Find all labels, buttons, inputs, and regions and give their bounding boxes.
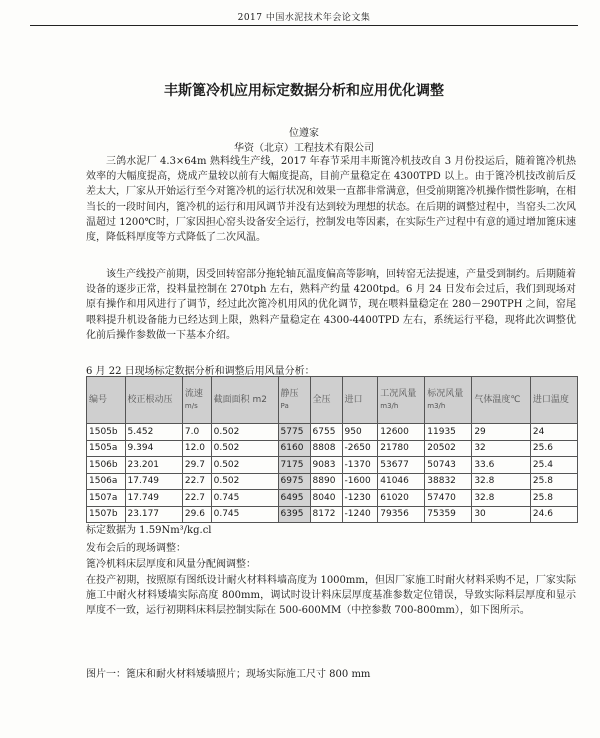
table-cell: 25.8: [530, 490, 577, 507]
table-cell: 29: [472, 424, 531, 441]
table-cell: 0.745: [211, 506, 278, 523]
table-cell: 79356: [378, 506, 425, 523]
table-cell: 6495: [278, 490, 310, 507]
header-cell: 气体温度℃: [472, 377, 531, 424]
author-name: 位遵家: [289, 128, 319, 139]
header-cell: 进口温度: [530, 377, 577, 424]
table-cell: 1506a: [87, 473, 126, 490]
calibration-table: [86, 376, 578, 523]
table-cell: 8808: [310, 440, 342, 457]
header-cell: 校正根动压: [125, 377, 182, 424]
table-cell: 5775: [278, 424, 310, 441]
header-cell: 进口: [342, 377, 378, 424]
table-cell: 29.6: [182, 506, 211, 523]
table-cell: 22.7: [182, 473, 211, 490]
table-cell: 21780: [378, 440, 425, 457]
header-cell: 静压 Pa: [278, 377, 310, 424]
table-cell: -1240: [342, 506, 378, 523]
calibration-result: 标定数据为 1.59Nm³/kg.cl: [86, 525, 212, 536]
table-cell: 0.502: [211, 440, 278, 457]
table-cell: -1230: [342, 490, 378, 507]
table-cell: 20502: [425, 440, 472, 457]
table-cell: 12600: [378, 424, 425, 441]
table-cell: -2650: [342, 440, 378, 457]
header-cell: 流速 m/s: [182, 377, 211, 424]
table-cell: 6160: [278, 440, 310, 457]
table-cell: 9.394: [125, 440, 182, 457]
table-cell: 24: [530, 424, 577, 441]
header-cell: 截面面积 m2: [211, 377, 278, 424]
table-row: [87, 490, 578, 507]
table-cell: 17.749: [125, 473, 182, 490]
table-cell: 32.8: [472, 490, 531, 507]
table-cell: 6975: [278, 473, 310, 490]
table-cell: 1507a: [87, 490, 126, 507]
table-cell: -1600: [342, 473, 378, 490]
paragraph-intro: 三鸽水泥厂 4.3×64m 熟料线生产线，2017 年春节采用丰斯篦冷机技改自 3 月份投运后，随着篦冷机热效率的大幅度提高，烧成产量较以前有大幅度提高，目前产量稳定在 4300TPD 以上。由于篦冷机技改前后反差太大，厂家从开始运行至今对篦冷机的运行状况和效果一直都非常满意，但受前期篦冷机操作惯性影响，在相当长的一段时间内，篦冷机的运行和用风调节并没有达到较为理想的状态。在后期的调整过程中，当窑头二次风温超过 1200℃时，厂家因担心窑头设备安全运行，控制发电等因素，在实际生产过程中有意的通过增加篦床速度，降低料厚度等方式降低了二次风温。: [86, 156, 576, 244]
table-cell: 1507b: [87, 506, 126, 523]
table-cell: 1506b: [87, 457, 126, 474]
table-cell: 33.6: [472, 457, 531, 474]
table-row: [87, 473, 578, 490]
table-cell: 1505a: [87, 440, 126, 457]
table-cell: 53677: [378, 457, 425, 474]
table-cell: 8172: [310, 506, 342, 523]
table-cell: 8890: [310, 473, 342, 490]
table-row: [87, 457, 578, 474]
table-cell: 25.4: [530, 457, 577, 474]
table-row: [87, 506, 578, 523]
header-cell: 标况风量 m3/h: [425, 377, 472, 424]
table-cell: 0.502: [211, 473, 278, 490]
table-cell: 23.177: [125, 506, 182, 523]
section-heading-adjustment: 发布会后的现场调整：: [86, 543, 186, 554]
table-cell: 23.201: [125, 457, 182, 474]
table-cell: 25.8: [530, 473, 577, 490]
paragraph-bed-depth: 在投产初期，按照原有图纸设计耐火材料料墙高度为 1000mm，但因厂家施工时耐火材料采购不足，厂家实际施工中耐火材料矮墙实际高度 800mm，调试时设计料床层厚度基准参数定位错误，导致实际料层厚度和显示厚度不一致，运行初期料床料层控制实际在 500-600MM（中控参数 700-800mm），如下图所示。: [86, 575, 576, 617]
table-cell: 75359: [425, 506, 472, 523]
table-cell: 7.0: [182, 424, 211, 441]
table-cell: 17.749: [125, 490, 182, 507]
table-header-row: [87, 377, 578, 424]
table-cell: 1505b: [87, 424, 126, 441]
table-cell: -1370: [342, 457, 378, 474]
author-affiliation: 华资（北京）工程技术有限公司: [234, 143, 374, 154]
table-cell: 12.0: [182, 440, 211, 457]
section-heading-bed-depth: 篦冷机料床层厚度和风量分配阀调整：: [86, 559, 256, 570]
table-cell: 0.502: [211, 457, 278, 474]
table-cell: 0.745: [211, 490, 278, 507]
paper-title: 丰斯篦冷机应用标定数据分析和应用优化调整: [164, 83, 444, 99]
header-rule: [30, 25, 578, 26]
table-cell: 50743: [425, 457, 472, 474]
table-cell: 32: [472, 440, 531, 457]
running-header: 2017 中国水泥技术年会论文集: [237, 13, 371, 23]
table-cell: 25.6: [530, 440, 577, 457]
table-cell: 6395: [278, 506, 310, 523]
table-cell: 7175: [278, 457, 310, 474]
paragraph-background: 该生产线投产前期，因受回转窑部分拖轮轴瓦温度偏高等影响，回转窑无法提速，产量受到制约。后期随着设备的逐步正常，投料量控制在 270tph 左右，熟料产约量 4200tpd。6 月 24 日发布会过后，我们到现场对原有操作和用风进行了调节，经过此次篦冷机用风的优化调节，现在喂料量稳定在 280－290TPH 之间，窑尾喂料提升机设备能力已经达到上限，熟料产量稳定在 4300-4400TPD 左右，系统运行平稳，现将此次调整优化前后操作参数做一下基本介绍。: [86, 269, 576, 341]
table-row: [87, 424, 578, 441]
table-cell: 6755: [310, 424, 342, 441]
header-cell: 全压: [310, 377, 342, 424]
table-cell: 11935: [425, 424, 472, 441]
table-cell: 29.7: [182, 457, 211, 474]
table-cell: 41046: [378, 473, 425, 490]
table-cell: 950: [342, 424, 378, 441]
table-cell: 8040: [310, 490, 342, 507]
table-cell: 30: [472, 506, 531, 523]
table-cell: 22.7: [182, 490, 211, 507]
table-cell: 57470: [425, 490, 472, 507]
table-cell: 38832: [425, 473, 472, 490]
header-cell: 编号: [87, 377, 126, 424]
table-cell: 0.502: [211, 424, 278, 441]
figure-caption: 图片一：篦床和耐火材料矮墙照片；现场实际施工尺寸 800 mm: [86, 669, 371, 680]
table-cell: 61020: [378, 490, 425, 507]
table-caption: 6 月 22 日现场标定数据分析和调整后用风量分析：: [86, 366, 315, 377]
table-cell: 5.452: [125, 424, 182, 441]
table-row: [87, 440, 578, 457]
table-cell: 32.8: [472, 473, 531, 490]
header-cell: 工况风量 m3/h: [378, 377, 425, 424]
table-cell: 9083: [310, 457, 342, 474]
table-cell: 24.6: [530, 506, 577, 523]
